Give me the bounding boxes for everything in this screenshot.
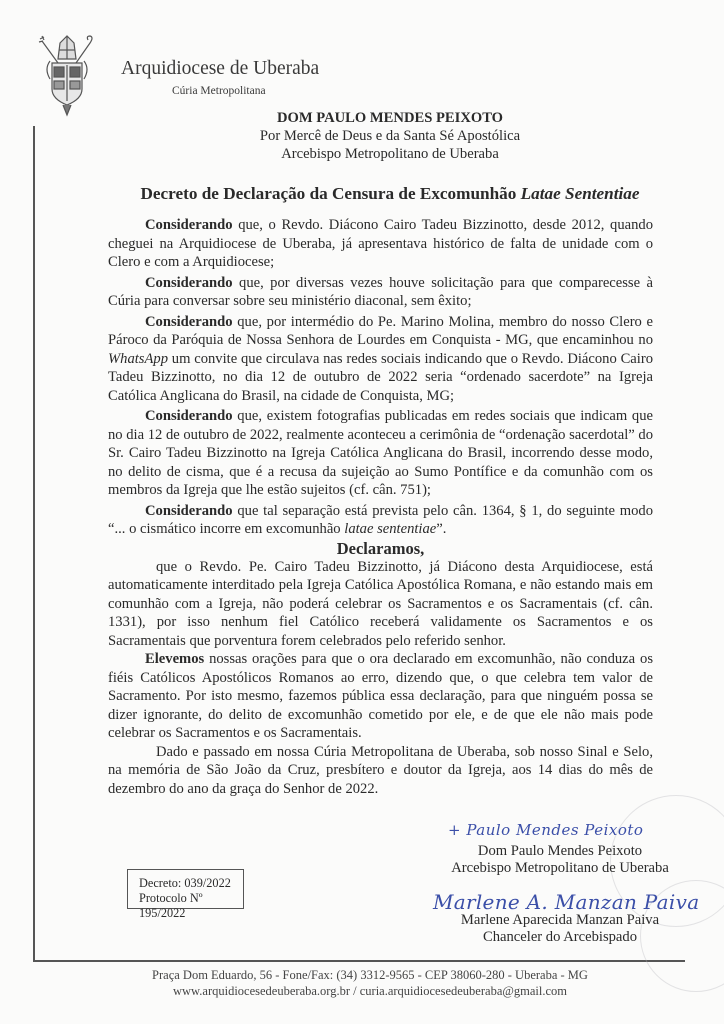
consideration-italic: WhatsApp <box>108 350 168 367</box>
consideration-text: um convite que circulava nas redes sociais indicando que o Revdo. Diácono Cairo Tadeu Bizzinotto, no dia 12 de outubro de 2022 seria “ordenado sacerdote” na Igreja Católica Anglicana do Brasil, na cidade de Conquista, MG; <box>108 350 653 404</box>
decree-body <box>108 216 653 798</box>
consideration-text: que, o Revdo. Diácono Cairo Tadeu Bizzinotto, desde 2012, quando cheguei na Arquidiocese de Uberaba, já apresentava histórico de falta de unidade com o Clero e com a Arquidiocese; <box>108 217 653 270</box>
page-frame-left-rule <box>33 126 35 961</box>
consideration-5 <box>108 502 653 539</box>
prayer-paragraph <box>108 650 653 743</box>
consideration-keyword: Considerando <box>145 502 233 519</box>
declaration-heading: Declaramos, <box>336 538 425 558</box>
prayer-keyword: Elevemos <box>145 651 205 667</box>
organization-name: Arquidiocese de Uberaba <box>121 58 320 79</box>
archbishop-signature-block <box>430 843 690 877</box>
consideration-text: que, por diversas vezes houve solicitação para que comparecesse à Cúria para conversar sobre seu ministério diaconal, sem êxito; <box>108 274 653 309</box>
consideration-2 <box>108 274 653 311</box>
consideration-1 <box>108 216 653 272</box>
consideration-text: que tal separação está prevista pelo cân. 1364, § 1, do seguinte modo “... o cismático incorre em excomunhão <box>108 502 653 537</box>
signatory-role: Chanceler do Arcebispado <box>483 929 637 945</box>
consideration-text: ”. <box>436 521 447 537</box>
document-title <box>120 184 660 204</box>
chancellor-signature-block <box>430 912 690 946</box>
signatory-name: Marlene Aparecida Manzan Paiva <box>460 912 660 928</box>
consideration-keyword: Considerando <box>145 313 233 330</box>
prayer-text: nossas orações para que o ora declarado em excomunhão, não conduza os fiéis Católicos Apostólicos Romanos ao erro, dizendo que, o que celebra tem valor de Sacramento. Por isto mesmo, fazemos pública essa declaração, para que ninguém possa se dizer ignorante, do delito de excomunhão cometido por ele, e de que ele não mais pode celebrar os Sacramentos e os Sacramentais. <box>108 651 653 741</box>
consideration-keyword: Considerando <box>145 217 233 233</box>
organization-subtitle: Cúria Metropolitana <box>172 85 266 97</box>
consideration-4 <box>108 407 653 500</box>
page-frame-bottom-rule <box>33 960 685 962</box>
consideration-text: que, existem fotografias publicadas em redes sociais que indicam que no dia 12 de outubro de 2022, realmente aconteceu a cerimônia de “ordenação sacerdotal” do Sr. Cairo Tadeu Bizzinotto na Igreja Católica Anglicana do Brasil, incorrendo desse modo, no delito de cisma, que é a recusa da sujeição ao Sumo Pontífice e da comunhão com os membros da Igreja que lhe estão sujeitos (cf. cân. 751); <box>108 408 653 498</box>
title-italic: Latae Sententiae <box>520 184 640 203</box>
signatory-role: Arcebispo Metropolitano de Uberaba <box>451 860 669 876</box>
consideration-italic: latae sententiae <box>344 521 437 537</box>
consideration-keyword: Considerando <box>145 274 233 291</box>
protocol-number: Protocolo Nº 195/2022 <box>139 891 203 920</box>
title-main: Decreto de Declaração da Censura de Excomunhão <box>140 184 521 203</box>
consideration-keyword: Considerando <box>145 408 233 424</box>
footer-contact: www.arquidiocesedeuberaba.org.br / curia.arquidiocesedeuberaba@gmail.com <box>173 984 567 998</box>
decree-number: Decreto: 039/2022 <box>139 876 231 890</box>
archbishop-name: DOM PAULO MENDES PEIXOTO <box>276 110 504 126</box>
coat-of-arms-icon <box>36 33 98 117</box>
signatory-name: Dom Paulo Mendes Peixoto <box>477 843 643 859</box>
reference-box <box>127 869 244 920</box>
chancellor-handwritten-signature: Marlene A. Manzan Paiva <box>433 890 700 914</box>
closing-paragraph: Dado e passado em nossa Cúria Metropolitana de Uberaba, sob nosso Sinal e Selo, na memória de São João da Cruz, presbítero e doutor da Igreja, aos 14 dias do mês de dezembro do ano da graça do Senhor de 2022. <box>108 743 653 797</box>
consideration-text: que, por intermédio do Pe. Marino Molina, membro do nosso Clero e Pároco da Paróquia de Nossa Senhora de Lourdes em Conquista - MG, que encaminhou no <box>108 313 653 348</box>
footer-address: Praça Dom Eduardo, 56 - Fone/Fax: (34) 3312-9565 - CEP 38060-280 - Uberaba - MG <box>152 968 588 982</box>
declaration-paragraph: que o Revdo. Pe. Cairo Tadeu Bizzinotto, já Diácono desta Arquidiocese, está automaticamente interditado pela Igreja Católica Apostólica Romana, e não estando mais em comunhão com a Igreja, não poderá celebrar os Sacramentos e os Sacramentais (cf. cân. 1331), por isso nenhum fiel Católico receberá validamente os Sacramentos e os Sacramentais que porventura forem celebrados pelo referido senhor. <box>108 558 653 649</box>
header-line-2: Arcebispo Metropolitano de Uberaba <box>281 146 499 162</box>
consideration-3 <box>108 313 653 406</box>
archbishop-handwritten-signature: + Paulo Mendes Peixoto <box>448 821 644 839</box>
header-line-1: Por Mercê de Deus e da Santa Sé Apostólica <box>259 128 521 144</box>
